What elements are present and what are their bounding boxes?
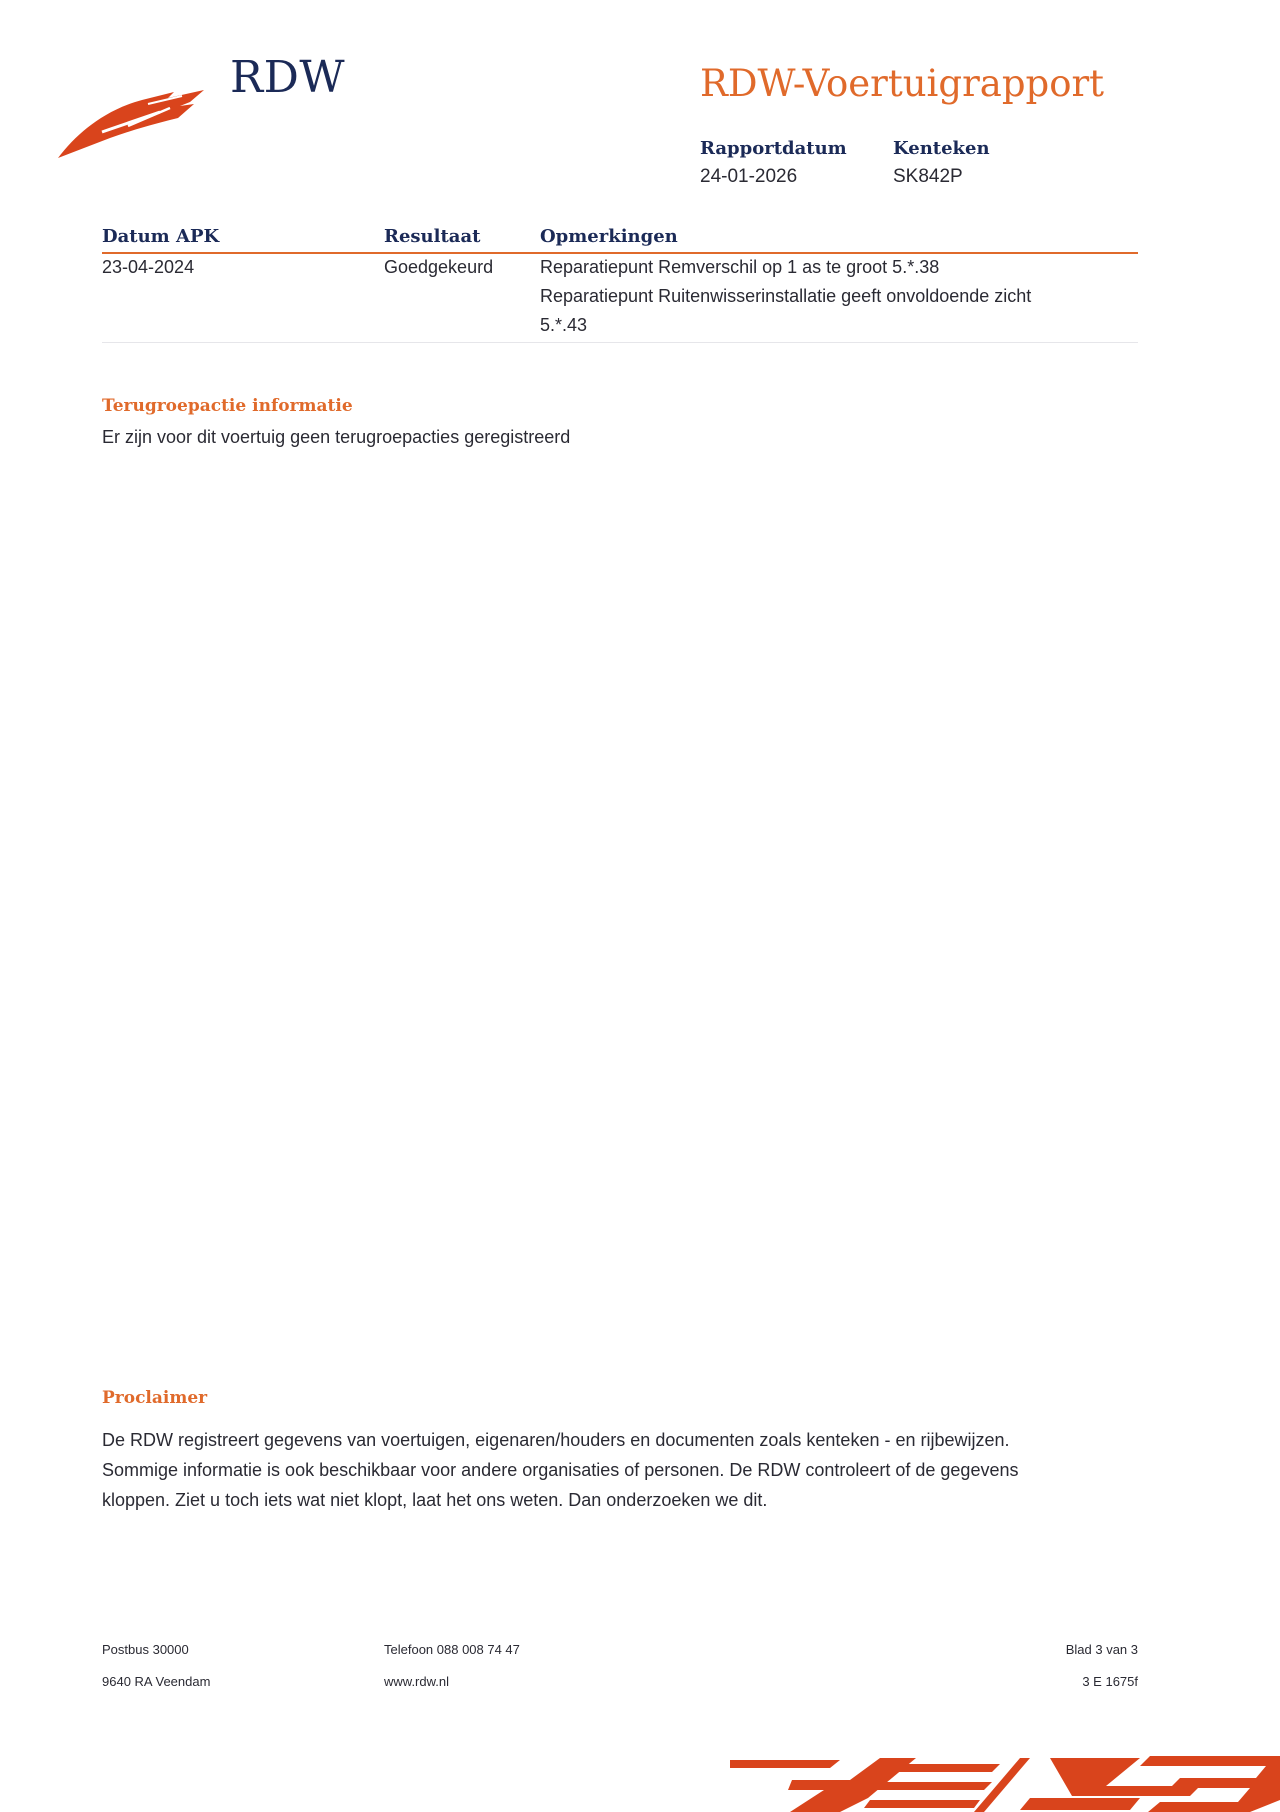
recall-text: Er zijn voor dit voertuig geen terugroepacties geregistreerd bbox=[102, 427, 571, 447]
proclaimer-line: Sommige informatie is ook beschikbaar voor andere organisaties of personen. De RDW controleert of de gegevens bbox=[102, 1460, 1019, 1480]
rdw-logo-mark bbox=[58, 82, 208, 162]
proclaimer-line: kloppen. Ziet u toch iets wat niet klopt, laat het ons weten. Dan onderzoeken we dit. bbox=[102, 1490, 768, 1510]
footer-document-code: 3 E 1675f bbox=[1082, 1674, 1138, 1689]
plate-value: SK842P bbox=[893, 166, 963, 187]
apk-remarks-cell bbox=[540, 253, 1031, 340]
proclaimer-title: Proclaimer bbox=[102, 1388, 208, 1408]
plate-label: Kenteken bbox=[893, 138, 990, 159]
remark-line: 5.*.43 bbox=[540, 315, 588, 335]
footer-stripes-graphic bbox=[730, 1740, 1280, 1812]
footer-city: 9640 RA Veendam bbox=[102, 1674, 211, 1689]
column-header-remarks: Opmerkingen bbox=[540, 226, 678, 247]
footer-website[interactable]: www.rdw.nl bbox=[384, 1674, 450, 1689]
recall-title: Terugroepactie informatie bbox=[102, 396, 353, 416]
table-bottom-rule bbox=[102, 342, 1138, 343]
proclaimer-line: De RDW registreert gegevens van voertuigen, eigenaren/houders en documenten zoals kenteken - en rijbewijzen. bbox=[102, 1430, 1010, 1450]
proclaimer-text bbox=[102, 1425, 1018, 1515]
apk-date-cell: 23-04-2024 bbox=[102, 257, 195, 277]
logo-text: RDW bbox=[230, 52, 346, 103]
apk-result-cell: Goedgekeurd bbox=[384, 257, 494, 277]
report-date-label: Rapportdatum bbox=[700, 138, 847, 159]
remark-line: Reparatiepunt Ruitenwisserinstallatie geeft onvoldoende zicht bbox=[540, 286, 1032, 306]
column-header-result: Resultaat bbox=[384, 226, 481, 247]
remark-line: Reparatiepunt Remverschil op 1 as te groot 5.*.38 bbox=[540, 257, 940, 277]
report-title: RDW-Voertuigrapport bbox=[700, 62, 1105, 105]
footer-postbus: Postbus 30000 bbox=[102, 1642, 189, 1657]
footer-phone: Telefoon 088 008 74 47 bbox=[384, 1642, 520, 1657]
footer-page-number: Blad 3 van 3 bbox=[1065, 1642, 1138, 1657]
report-date-value: 24-01-2026 bbox=[700, 166, 798, 187]
column-header-date: Datum APK bbox=[102, 226, 220, 247]
